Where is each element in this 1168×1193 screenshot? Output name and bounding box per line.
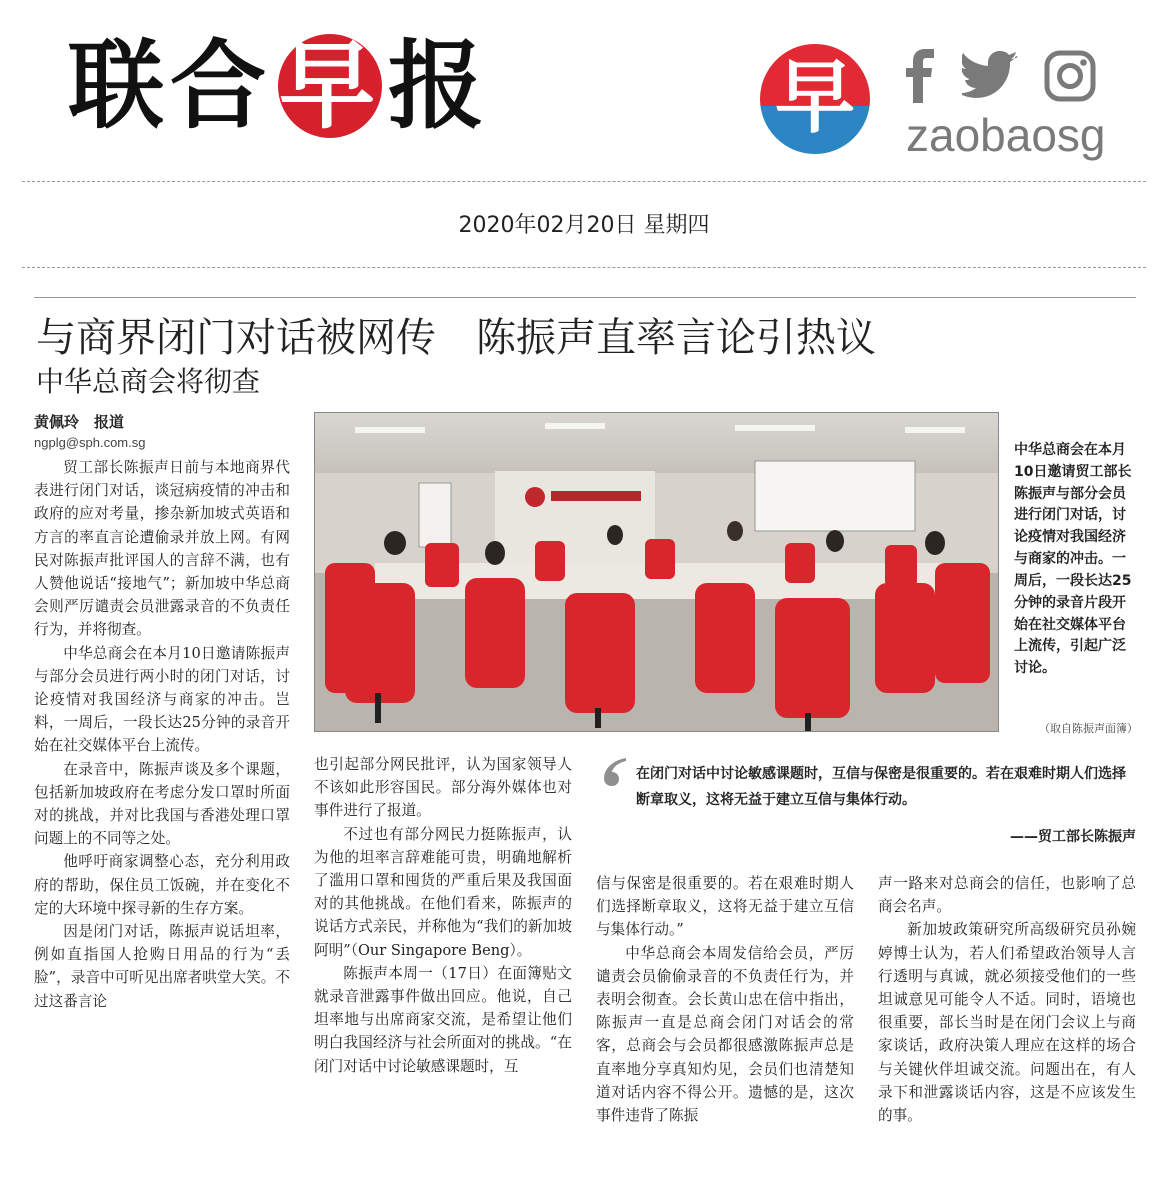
article-subheadline: 中华总商会将彻查 [36,365,261,398]
article-column-1 [34,456,290,1013]
paragraph: 因是闭门对话，陈振声说话坦率，例如直指国人抢购日用品的行为“丢脸”，录音中可听见出席者哄堂大笑。不过这番言论 [34,923,290,1010]
masthead-char: 联 [68,30,170,142]
publication-date: 2020年02月20日 星期四 [458,213,710,238]
photo-credit: （取自陈振声面簿） [1039,722,1138,735]
twitter-icon[interactable] [962,48,1020,104]
quote-icon [596,754,630,788]
paragraph: 贸工部长陈振声日前与本地商界代表进行闭门对话，谈冠病疫情的冲击和政府的应对考量，掺杂新加坡式英语和方言的率直言论遭偷录并放上网。有网民对陈振声批评国人的言辞不满，也有人赞他说话“接地气”；新加坡中华总商会则严厉谴责会员泄露录音的不负责任行为，并将彻查。 [34,459,290,639]
reporter-email: ngplg@sph.com.sg [34,435,146,450]
facebook-icon[interactable] [904,48,938,104]
masthead-char: 合 [170,30,272,142]
masthead-char: 报 [388,30,490,142]
instagram-icon[interactable] [1044,48,1096,104]
photo-caption: 中华总商会在本月10日邀请贸工部长陈振声与部分会员进行闭门对话，讨论疫情对我国经济与商家的冲击。一周后，一段长达25分钟的录音片段开始在社交媒体平台上流传，引起广泛讨论。 [1014,442,1132,677]
masthead-logo [68,30,490,142]
masthead-char-highlight: 早 [279,30,381,142]
zaobao-app-logo[interactable] [760,44,870,154]
byline: 黄佩玲 报道 [34,413,125,431]
divider [22,267,1146,268]
headline-rule [34,297,1136,298]
paragraph: 声一路来对总商会的信任，也影响了总商会名声。 [878,875,1136,916]
paragraph: 中华总商会本周发信给会员，严厉谴责会员偷偷录音的不负责任行为，并表明会彻查。会长黄山忠在信中指出，陈振声一直是总商会闭门对话会的常客，总商会与会员都很感激陈振声总是直率地分享真知灼见，会员们也清楚知道对话内容不得公开。遗憾的是，这次事件违背了陈振 [596,944,854,1125]
article-column-4 [878,872,1136,1127]
paragraph: 中华总商会在本月10日邀请陈振声与部分会员进行两小时的闭门对话，讨论疫情对我国经济与商家的冲击。岂料，一周后，一段长达25分钟的录音开始在社交媒体平台上流传。 [34,644,290,755]
paragraph: 不过也有部分网民力挺陈振声，认为他的坦率言辞难能可贵，明确地解析了滥用口罩和囤货的严重后果及我国面对的其他挑战。在他们看来，陈振声的说话方式亲民，并称他为“我们的新加坡阿明”（Our Singapore Beng）。 [314,825,572,959]
article-column-3 [596,872,854,1127]
paragraph: 他呼吁商家调整心态，充分利用政府的帮助，保住员工饭碗，并在变化不定的大环境中探寻新的生存方案。 [34,853,290,917]
paragraph: 信与保密是很重要的。若在艰难时期人们选择断章取义，这将无益于建立互信与集体行动。” [596,875,854,939]
pull-quote: 在闭门对话中讨论敏感课题时，互信与保密是很重要的。若在艰难时期人们选择断章取义，这将无益于建立互信与集体行动。 [636,766,1126,808]
paragraph: 也引起部分网民批评，认为国家领导人不该如此形容国民。部分海外媒体也对事件进行了报道。 [314,756,572,820]
paragraph: 新加坡政策研究所高级研究员孙婉婷博士认为，若人们希望政治领导人言行透明与真诚，就必须接受他们的一些坦诚意见可能令人不适。同时，语境也很重要，部长当时是在闭门会议上与商家谈话，政府决策人理应在这样的场合与关键伙伴坦诚交流。问题出在，有人录下和泄露谈话内容，这是不应该发生的事。 [878,921,1136,1125]
divider [22,181,1146,182]
paragraph: 陈振声本周一（17日）在面簿贴文就录音泄露事件做出回应。他说，自己坦率地与出席商家交流，是希望让他们明白我国经济与社会所面对的挑战。“在闭门对话中讨论敏感课题时，互 [314,964,572,1075]
article-column-2 [314,753,572,1078]
quote-attribution: ——贸工部长陈振声 [1010,829,1136,845]
article-headline: 与商界闭门对话被网传 陈振声直率言论引热议 [36,315,876,361]
logo-char: 早 [775,51,855,144]
meeting-photo [314,412,999,732]
social-handle[interactable]: zaobaosg [906,109,1106,161]
paragraph: 在录音中，陈振声谈及多个课题，包括新加坡政府在考虑分发口罩时所面对的挑战，并对比我国与香港处理口罩问题上的不同等之处。 [34,760,290,848]
